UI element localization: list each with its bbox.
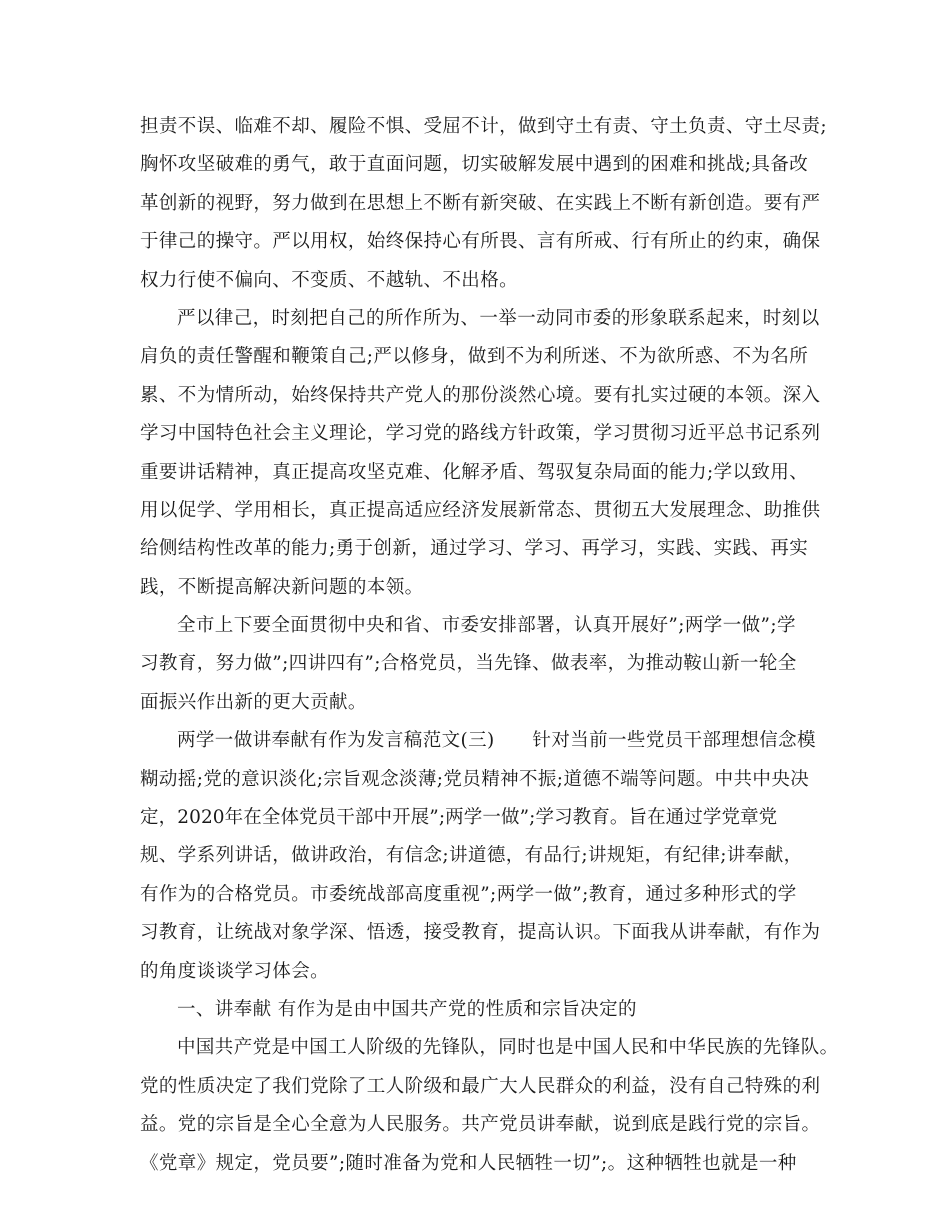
text-line: 胸怀攻坚破难的勇气，敢于直面问题，切实破解发展中遇到的困难和挑战;具备改 bbox=[140, 154, 809, 176]
text-line: 革创新的视野，努力做到在思想上不断有新突破、在实践上不断有新创造。要有严 bbox=[140, 192, 821, 214]
paragraph-start-line: 两学一做讲奉献有作为发言稿范文(三) 针对当前一些党员干部理想信念模 bbox=[177, 730, 816, 752]
text-line: 有作为的合格党员。市委统战部高度重视”;两学一做”;教育，通过多种形式的学 bbox=[140, 883, 797, 905]
section-heading: 一、讲奉献 有作为是由中国共产党的性质和宗旨决定的 bbox=[177, 998, 637, 1020]
text-line: 重要讲话精神，真正提高攻坚克难、化解矛盾、驾驭复杂局面的能力;学以致用、 bbox=[140, 461, 809, 483]
text-line: 糊动摇;党的意识淡化;宗旨观念淡薄;党员精神不振;道德不端等问题。中共中央决 bbox=[140, 768, 810, 790]
text-line: 担责不误、临难不却、履险不惧、受屈不计，做到守土有责、守土负责、守土尽责; bbox=[140, 116, 828, 137]
text-line: 权力行使不偏向、不变质、不越轨、不出格。 bbox=[140, 269, 519, 291]
text-line: 面振兴作出新的更大贡献。 bbox=[140, 691, 367, 713]
text-line: 《党章》规定，党员要”;随时准备为党和人民牺牲一切”;。这种牺牲也就是一种 bbox=[140, 1152, 797, 1174]
text-line: 学习中国特色社会主义理论，学习党的路线方针政策，学习贯彻习近平总书记系列 bbox=[140, 423, 821, 445]
document-body bbox=[140, 108, 839, 1183]
text-line: 党的性质决定了我们党除了工人阶级和最广大人民群众的利益，没有自己特殊的利 bbox=[140, 1075, 821, 1097]
text-line: 践，不断提高解决新问题的本领。 bbox=[140, 576, 424, 598]
text-line: 定，2020年在全体党员干部中开展”;两学一做”;学习教育。旨在通过学党章党 bbox=[140, 807, 778, 829]
text-line: 肩负的责任警醒和鞭策自己;严以修身，做到不为利所迷、不为欲所惑、不为名所 bbox=[140, 346, 809, 368]
text-line: 于律己的操守。严以用权，始终保持心有所畏、言有所戒、行有所止的约束，确保 bbox=[140, 231, 821, 253]
text-line: 习教育，让统战对象学深、悟透，接受教育，提高认识。下面我从讲奉献，有作为 bbox=[140, 922, 821, 944]
text-line: 累、不为情所动，始终保持共产党人的那份淡然心境。要有扎实过硬的本领。深入 bbox=[140, 384, 821, 406]
text-line: 益。党的宗旨是全心全意为人民服务。共产党员讲奉献，说到底是践行党的宗旨。 bbox=[140, 1114, 821, 1136]
text-line: 规、学系列讲话，做讲政治，有信念;讲道德，有品行;讲规矩，有纪律;讲奉献， bbox=[140, 845, 803, 867]
paragraph-start-line: 中国共产党是中国工人阶级的先锋队，同时也是中国人民和中华民族的先锋队。 bbox=[177, 1037, 839, 1059]
paragraph-start-line: 全市上下要全面贯彻中央和省、市委安排部署，认真开展好”;两学一做”;学 bbox=[177, 615, 796, 637]
text-line: 给侧结构性改革的能力;勇于创新，通过学习、学习、再学习，实践、实践、再实 bbox=[140, 538, 809, 560]
paragraph-start-line: 严以律己，时刻把自己的所作所为、一举一动同市委的形象联系起来，时刻以 bbox=[177, 307, 820, 329]
text-line: 的角度谈谈学习体会。 bbox=[140, 960, 330, 982]
text-line: 习教育，努力做”;四讲四有”;合格党员，当先锋、做表率，为推动鞍山新一轮全 bbox=[140, 653, 797, 675]
text-line: 用以促学、学用相长，真正提高适应经济发展新常态、贯彻五大发展理念、助推供 bbox=[140, 499, 821, 521]
